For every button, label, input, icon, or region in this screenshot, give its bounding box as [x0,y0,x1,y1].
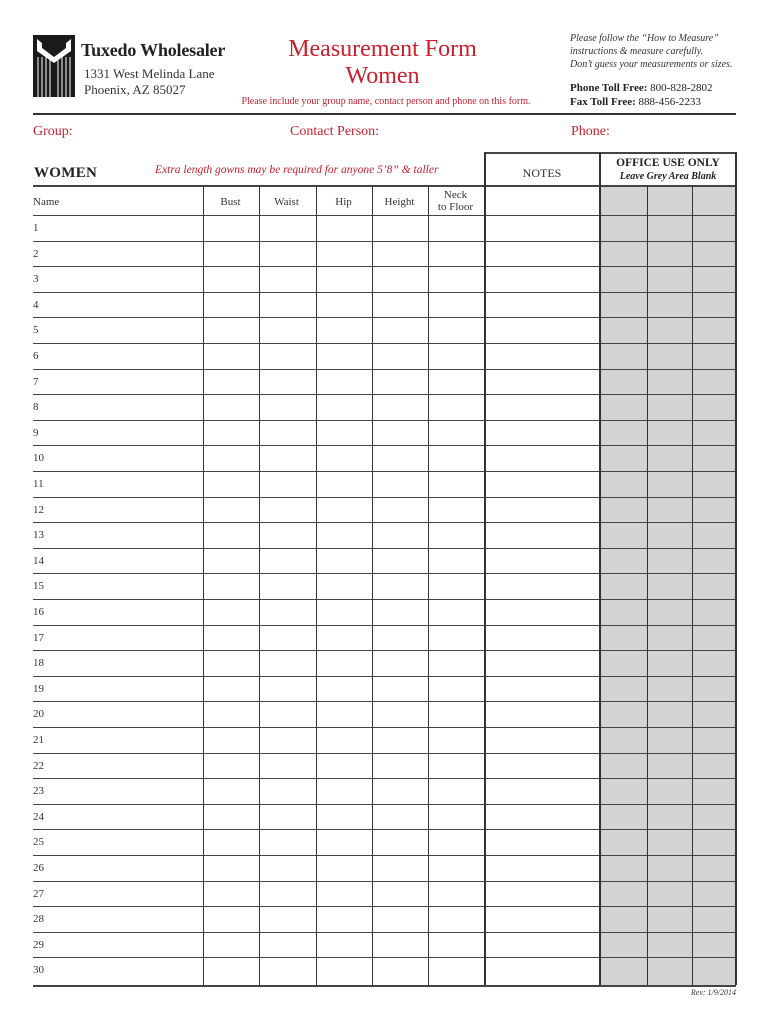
row-number: 19 [33,682,44,695]
instructions-line-2: instructions & measure carefully. [570,46,704,57]
row-line [33,369,736,370]
row-number: 22 [33,759,44,772]
row-number: 20 [33,708,44,721]
row-line [33,650,736,651]
column-header-name: Name [33,196,60,208]
column-line [203,186,204,985]
column-header-neck-to-floor: to Floor [437,201,474,213]
form-subtitle: Women [345,63,420,89]
row-number: 3 [33,273,39,286]
row-number: 5 [33,324,39,337]
row-line [33,420,736,421]
row-line [33,804,736,805]
row-number: 15 [33,580,44,593]
column-header-hip: Hip [335,196,352,208]
row-line [33,317,736,318]
column-header-height: Height [384,196,415,208]
group-field-label[interactable]: Group: [33,124,73,139]
row-line [33,727,736,728]
row-line [33,829,736,830]
fax-toll-free [570,96,701,108]
row-number: 18 [33,657,44,670]
revision-date: Rev: 1/9/2014 [690,988,736,997]
phone-label: Phone Toll Free: [570,82,648,94]
column-line [692,186,693,985]
column-header-bust: Bust [220,196,241,208]
row-line [33,932,736,933]
measurement-table [33,152,736,985]
column-header-neck: Neck [443,189,468,201]
table-top-border [484,152,736,154]
contact-person-field-label[interactable]: Contact Person: [290,124,380,139]
table-bottom-border [33,985,736,987]
phone-number: 800-828-2802 [650,82,713,94]
column-line [428,186,429,985]
row-line [33,881,736,882]
instructions-line-1: Please follow the “How to Measure” [570,33,719,44]
row-number: 30 [33,964,44,977]
row-number: 6 [33,350,39,362]
row-line [33,676,736,677]
include-info-note: Please include your group name, contact person and phone on this form. [241,96,531,107]
row-line [33,471,736,472]
row-number: 11 [33,478,44,490]
row-line [33,957,736,958]
fax-number: 888-456-2233 [638,96,701,108]
row-number: 29 [33,938,44,951]
row-line [33,599,736,600]
office-use-divider [599,186,736,187]
column-line [599,152,601,985]
row-number: 28 [33,913,44,926]
row-line [33,343,736,344]
row-number: 1 [33,222,39,234]
table-right-border [735,152,737,985]
column-line [316,186,317,985]
row-number: 16 [33,606,44,618]
row-line [33,778,736,779]
column-line [647,186,648,985]
row-line [33,855,736,856]
row-number: 12 [33,503,44,516]
column-line [259,186,260,985]
instructions-line-3: Don’t guess your measurements or sizes. [570,59,733,70]
notes-header: NOTES [522,166,562,180]
row-number: 14 [33,554,44,567]
row-number: 8 [33,401,39,414]
row-number: 2 [33,247,39,260]
phone-toll-free [570,82,713,94]
row-number: 17 [33,631,44,644]
column-line [372,186,373,985]
row-number: 24 [33,810,44,823]
row-line [33,753,736,754]
row-line [33,497,736,498]
row-line [33,394,736,395]
row-line [33,906,736,907]
address-line-2: Phoenix, AZ 85027 [84,82,186,97]
office-use-header: OFFICE USE ONLY [616,157,720,169]
form-title: Measurement Form [288,36,477,62]
row-number: 23 [33,785,44,798]
row-line [33,573,736,574]
office-use-subheader: Leave Grey Area Blank [619,171,717,182]
row-line [33,266,736,267]
company-logo [33,35,75,97]
fax-label: Fax Toll Free: [570,96,636,108]
row-line [33,625,736,626]
column-header-waist: Waist [274,196,299,208]
row-number: 7 [33,375,39,388]
row-number: 4 [33,298,39,311]
row-number: 10 [33,452,44,465]
row-number: 25 [33,836,44,849]
row-line [33,548,736,549]
row-line [33,445,736,446]
row-number: 21 [33,734,44,746]
row-number: 9 [33,426,39,439]
phone-field-label[interactable]: Phone: [571,124,610,139]
row-line [33,292,736,293]
row-number: 27 [33,887,44,900]
section-title: WOMEN [34,165,98,181]
address-line-1: 1331 West Melinda Lane [84,66,215,81]
row-number: 26 [33,862,44,874]
company-name: Tuxedo Wholesaler [81,40,226,60]
header-divider [33,113,736,115]
row-line [33,522,736,523]
column-line [484,152,486,985]
row-line [33,215,736,216]
row-line [33,701,736,702]
extra-length-note: Extra length gowns may be required for anyone 5’8” & taller [155,164,439,176]
row-line [33,241,736,242]
row-number: 13 [33,529,44,542]
